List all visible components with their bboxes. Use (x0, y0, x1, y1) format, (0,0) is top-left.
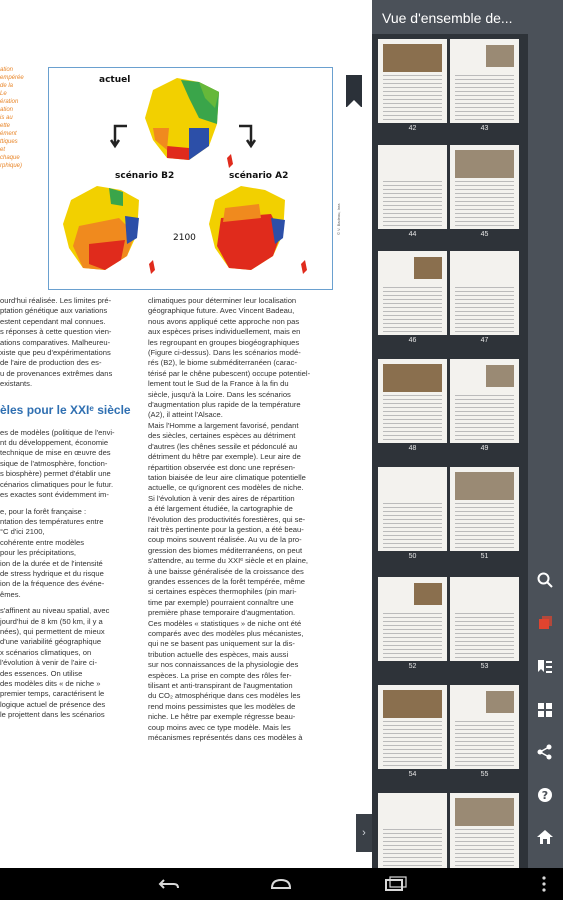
text-line: s'attendre, au terme du XXIᵉ siècle et en plaine, (148, 556, 309, 566)
back-icon[interactable] (156, 874, 182, 894)
text-line: l'évolution des productivités forestières, qui se- (148, 514, 306, 524)
thumbnail-row (378, 685, 520, 781)
text-line: coup moins souvent réalisée. Au vu de la pro- (148, 535, 302, 545)
page-number-label: 51 (480, 553, 489, 560)
figure-credit: © V. Badeau, Inra (336, 203, 341, 235)
text-line: existants. (0, 379, 33, 389)
text-line: Si l'évolution à venir des aires de répartition (148, 493, 295, 503)
text-line: qui ne se basent pas uniquement sur la dis- (148, 639, 295, 649)
android-nav-bar (0, 868, 563, 900)
text-line: s réponses à cette question vien- (0, 327, 112, 337)
text-line: d'autres (les chênes sessile et pédonculé au (148, 441, 298, 451)
page-thumbnail[interactable] (450, 685, 519, 769)
text-line: s biosphère) permet d'établir une (0, 469, 111, 479)
text-line: niche. Le hêtre par exemple régresse beau- (148, 712, 296, 722)
collapse-panel-button[interactable]: › (356, 814, 372, 852)
text-line: coup moins avec ce type modèle. Mais les (148, 722, 291, 732)
page-number-label: 50 (408, 553, 417, 560)
page-thumbnail[interactable] (378, 145, 447, 229)
margin-line: de la (0, 83, 14, 89)
text-line: répartition observée est donc une représen- (148, 462, 296, 472)
text-line: géographique future. Avec Vincent Badeau, (148, 306, 295, 316)
page-thumbnail[interactable] (450, 39, 519, 123)
text-line: les regroupant en groupes biogéographiques (148, 337, 300, 347)
text-line: rend moins pessimistes que les modèles de (148, 701, 296, 711)
text-line: lement tout le Sud de la France à la fin du (148, 379, 289, 389)
text-line: technique de mise en œuvre des (0, 448, 111, 458)
page-number-label: 45 (480, 231, 489, 238)
text-line: (Figure ci-dessus). Dans les scénarios modé- (148, 348, 301, 358)
home-nav-icon[interactable] (268, 874, 294, 894)
text-line: ion de la fréquence des événe- (0, 579, 105, 589)
thumbnail-row (378, 467, 520, 563)
text-line: sur nos connaissances de la physiologie des (148, 660, 299, 670)
text-line: première phase temporaire d'augmentation. (148, 608, 296, 618)
map-b2 (63, 186, 155, 274)
margin-line: ération (0, 99, 19, 105)
text-line: mécanismes représentés dans ces modèles à (148, 733, 303, 743)
page-number-label: 55 (480, 771, 489, 778)
text-line: a été largement étudiée, la cartographie de (148, 504, 293, 514)
text-line: d'une variabilité géographique (0, 637, 102, 647)
margin-line: chaque (0, 155, 20, 161)
text-line: actuelle, ce qu'ignorent ces modèles de niche. (148, 483, 304, 493)
panel-title: Vue d'ensemble de... (382, 10, 513, 26)
page-thumbnail[interactable] (378, 685, 447, 769)
bookmark-icon[interactable] (346, 75, 362, 107)
text-line: de l'aire de production des es- (0, 358, 102, 368)
margin-line: ette (0, 123, 11, 129)
text-line: tation biaisée de leur aire climatique potentielle (148, 472, 306, 482)
thumbnail-row (378, 251, 520, 347)
text-line: es de modèles (politique de l'envi- (0, 427, 115, 437)
share-icon[interactable] (536, 743, 554, 761)
text-line: rés (B2), le biome subméditerranéen (carac- (148, 358, 297, 368)
search-icon[interactable] (536, 571, 554, 589)
arrow-left (111, 126, 127, 146)
text-line: ptation génétique aux variations (0, 306, 108, 316)
margin-line: ation (0, 107, 14, 113)
text-line: xiste que peu d'expérimentations (0, 348, 111, 358)
figure-caption-margin (0, 66, 40, 170)
text-column-right (148, 296, 346, 743)
thumbnail-row (378, 39, 520, 135)
map-actuel (145, 78, 233, 168)
text-line: es exactes sont évidemment im- (0, 490, 109, 500)
text-line: comparés avec des modèles plus mécanistes, (148, 629, 304, 638)
text-line: ntation des températures entre (0, 516, 104, 526)
text-line: de stress hydrique et du risque (0, 568, 104, 578)
text-line: des siècles, certaines espèces au détriment (148, 431, 296, 441)
text-line: êmes. (0, 589, 21, 599)
text-line: aux espèces prises individuellement, mais en (148, 327, 301, 337)
page-number-label: 46 (408, 337, 417, 344)
thumbnail-row (378, 145, 520, 241)
page-number-label: 54 (408, 771, 417, 778)
text-line: premier temps, caractérisent le (0, 689, 105, 699)
climate-maps-figure (48, 67, 333, 290)
text-line: ourd'hui réalisée. Les limites pré- (0, 296, 112, 305)
page-number-label: 47 (480, 337, 489, 344)
page-number-label: 42 (408, 125, 417, 132)
margin-line: et (0, 147, 6, 153)
help-icon[interactable] (536, 786, 554, 804)
margin-line: rphique) (0, 163, 23, 169)
page-number-label: 48 (408, 445, 417, 452)
text-line: à une baisse généralisée de la croissance des (148, 566, 304, 576)
text-line: le projettent dans les scénarios (0, 710, 105, 720)
page-thumbnail[interactable] (378, 793, 447, 868)
text-line: Ces modèles « statistiques » de niche ont été (148, 618, 302, 628)
text-line: jourd'hui de 8 km (50 km, il y a (0, 616, 103, 626)
text-line: détriment du hêtre par exemple). Leur aire de (148, 452, 301, 462)
label-actuel: actuel (99, 75, 131, 85)
text-line: estent cependant mal connues. (0, 316, 106, 326)
margin-line: ation (0, 67, 14, 73)
text-line: tribution actuelle des espèces, mais aussi (148, 649, 289, 659)
red-square-icon[interactable] (536, 614, 554, 632)
thumbnail-row (378, 577, 520, 673)
text-line: siècle, jusqu'à la Loire. Dans les scénarios (148, 389, 291, 399)
text-line: espèces. La prise en compte des rôles fer- (148, 670, 292, 680)
text-line: ations comparatives. Malheureu- (0, 337, 111, 347)
text-line: pour les précipitations, (0, 548, 76, 558)
map-a2 (209, 186, 307, 274)
page-number-label: 49 (480, 445, 489, 452)
page-thumbnail[interactable] (450, 251, 519, 335)
page-number-label: 43 (480, 125, 489, 132)
text-line: °C d'ici 2100, (0, 527, 45, 537)
margin-line: is au (0, 115, 13, 121)
text-line: cénarios climatiques pour le futur. (0, 479, 114, 489)
text-line: térisé par le chêne pubescent) occupe potentiel- (148, 368, 311, 378)
text-line: e, pour la forêt française : (0, 506, 87, 516)
text-column-left (0, 296, 138, 721)
page-thumbnail[interactable] (450, 359, 519, 443)
page-thumbnail[interactable] (378, 251, 447, 335)
text-line: gression des biomes méditerranéens, on peut (148, 545, 303, 555)
overflow-menu-icon[interactable] (538, 874, 550, 894)
thumbnail-row (378, 359, 520, 455)
text-line: des modèles dits « de niche » (0, 679, 101, 688)
text-line: climatiques pour déterminer leur localisation (148, 296, 297, 305)
page-thumbnail[interactable] (450, 145, 519, 229)
page-thumbnail[interactable] (378, 39, 447, 123)
home-icon[interactable] (536, 828, 554, 846)
margin-line: ément (0, 131, 17, 137)
text-line: l'évolution à venir de l'aire ci- (0, 658, 98, 668)
bookmarks-list-icon[interactable] (536, 658, 554, 676)
text-line: time par exemple) pourraient connaître une (148, 597, 294, 607)
grid-icon[interactable] (536, 701, 554, 719)
text-line: x scénarios climatiques, on (0, 647, 92, 657)
page-number-label: 44 (408, 231, 417, 238)
text-line: d'augmentation plus rapide de la température (148, 400, 301, 410)
text-line: nous avons appliqué cette approche non pas (148, 316, 300, 326)
text-line: ion de la durée et de l'intensité (0, 558, 103, 568)
text-line: s'affinent au niveau spatial, avec (0, 606, 110, 616)
text-line: du CO₂ atmosphérique dans ces modèles les (148, 691, 301, 701)
text-line: nées), qui permettent de mieux (0, 626, 105, 636)
text-line: Mais l'Homme a largement favorisé, pendant (148, 420, 299, 430)
page-thumbnail[interactable] (450, 793, 519, 868)
text-line: (A2), il atteint l'Alsace. (148, 410, 223, 420)
text-line: cohérente entre modèles (0, 537, 85, 547)
margin-line: empérée (0, 75, 24, 81)
margin-line: Le (0, 91, 7, 97)
label-scenario-b2: scénario B2 (115, 171, 175, 181)
page-number-label: 53 (480, 663, 489, 670)
recents-icon[interactable] (382, 874, 408, 894)
label-scenario-a2: scénario A2 (229, 171, 289, 181)
section-title: èles pour le XXIᵉ siècle (0, 402, 131, 417)
text-line: si certaines espèces thermophiles (pin mari- (148, 587, 297, 597)
text-line: rait très pertinente pour la gestion, a été beau- (148, 524, 304, 534)
text-line: tilisant et anti-transpirant de l'augmentation (148, 681, 293, 691)
text-line: sique de l'atmosphère, fonction- (0, 458, 108, 468)
text-line: logique actuel de présence des (0, 699, 106, 709)
text-line: grandes essences de la forêt tempérée, même (148, 576, 306, 586)
page-thumbnail[interactable] (450, 577, 519, 661)
page-thumbnail[interactable] (378, 359, 447, 443)
margin-line: ttiques (0, 139, 18, 145)
label-year: 2100 (173, 233, 196, 243)
page-thumbnail[interactable] (378, 577, 447, 661)
arrow-right (239, 126, 255, 146)
svg-text:?: ? (541, 789, 549, 802)
thumbnail-list[interactable] (372, 34, 528, 868)
text-line: nt du développement, économie (0, 438, 109, 448)
thumbnail-row (378, 793, 520, 868)
text-line: u de provenances extrêmes dans (0, 368, 113, 378)
text-line: des essences. On utilise (0, 668, 83, 678)
page-thumbnail[interactable] (450, 467, 519, 551)
side-toolbar (528, 0, 563, 868)
france-maps (49, 68, 332, 289)
page-number-label: 52 (408, 663, 417, 670)
page-thumbnail[interactable] (378, 467, 447, 551)
